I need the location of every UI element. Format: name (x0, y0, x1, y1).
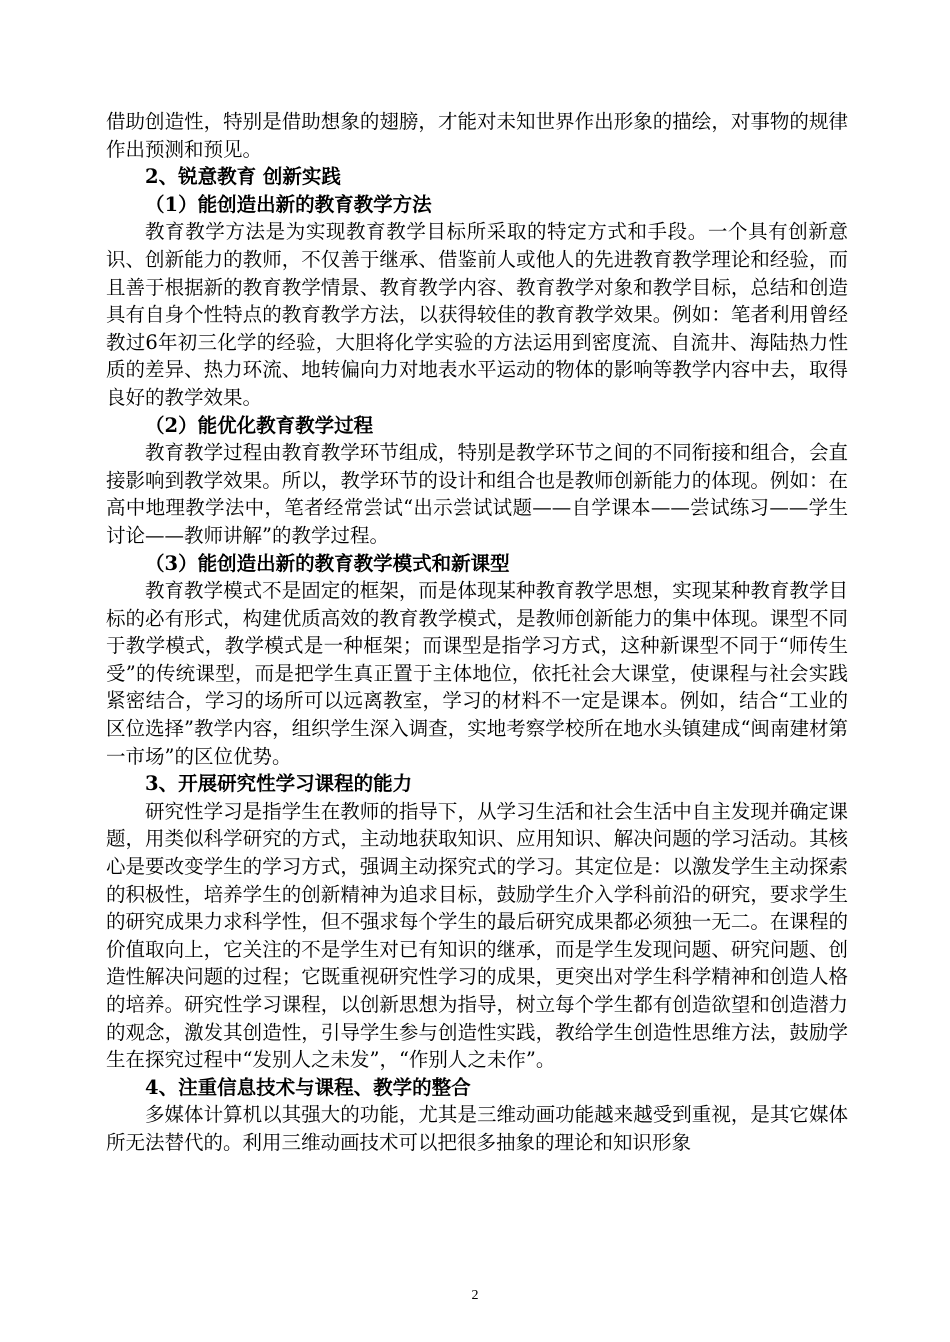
paragraph-continuation: 借助创造性，特别是借助想象的翅膀，才能对未知世界作出形象的描绘，对事物的规律作出预测和预见。 (106, 110, 848, 161)
paragraph-teaching-process: 教育教学过程由教育教学环节组成，特别是教学环节之间的不同衔接和组合，会直接影响到教学效果。所以，教学环节的设计和组合也是教师创新能力的体现。例如：在高中地理教学法中，笔者经常尝试“出示尝试试题——自学课本——尝试练习——学生讨论——教师讲解”的教学过程。 (106, 441, 848, 547)
subheading-2-2: （2）能优化教育教学过程 (145, 413, 374, 437)
subheading-2-1: （1）能创造出新的教育教学方法 (145, 192, 432, 216)
paragraph-teaching-models: 教育教学模式不是固定的框架，而是体现某种教育教学思想，实现某种教育教学目标的必有形式，构建优质高效的教育教学模式，是教师创新能力的集中体现。课型不同于教学模式，教学模式是一种框架；而课型是指学习方式，这种新课型不同于“师传生受”的传统课型，而是把学生真正置于主体地位，依托社会大课堂，使课程与社会实践紧密结合，学习的场所可以远离教室，学习的材料不一定是课本。例如，结合“工业的区位选择”教学内容，组织学生深入调查，实地考察学校所在地水头镇建成“闽南建材第一市场”的区位优势。 (106, 579, 848, 768)
document-body (106, 108, 848, 1157)
section-heading-3: 3、开展研究性学习课程的能力 (145, 772, 413, 796)
paragraph-research-learning: 研究性学习是指学生在教师的指导下，从学习生活和社会生活中自主发现并确定课题，用类似科学研究的方式，主动地获取知识、应用知识、解决问题的学习活动。其核心是要改变学生的学习方式，强调主动探究式的学习。其定位是：以激发学生主动探索的积极性，培养学生的创新精神为追求目标，鼓励学生介入学科前沿的研究，要求学生的研究成果力求科学性，但不强求每个学生的最后研究成果都必须独一无二。在课程的价值取向上，它关注的不是学生对已有知识的继承，而是学生发现问题、研究问题、创造性解决问题的过程；它既重视研究性学习的成果，更突出对学生科学精神和创造人格的培养。研究性学习课程，以创新思想为指导，树立每个学生都有创造欲望和创造潜力的观念，激发其创造性，引导学生参与创造性实践，教给学生创造性思维方法，鼓励学生在探究过程中“发别人之未发”，“作别人之未作”。 (106, 799, 848, 1072)
page-number: 2 (471, 1288, 479, 1303)
paragraph-teaching-methods: 教育教学方法是为实现教育教学目标所采取的特定方式和手段。一个具有创新意识、创新能力的教师，不仅善于继承、借鉴前人或他人的先进教育教学理论和经验，而且善于根据新的教育教学情景、教育教学内容、教育教学对象和教学目标，总结和创造具有自身个性特点的教育教学方法，以获得较佳的教育教学效果。例如：笔者利用曾经教过6年初三化学的经验，大胆将化学实验的方法运用到密度流、自流井、海陆热力性质的差异、热力环流、地转偏向力对地表水平运动的物体的影响等教学内容中去，取得良好的教学效果。 (106, 220, 848, 409)
subheading-2-3: （3）能创造出新的教育教学模式和新课型 (145, 551, 510, 575)
section-heading-4: 4、注重信息技术与课程、教学的整合 (145, 1075, 471, 1099)
paragraph-multimedia: 多媒体计算机以其强大的功能，尤其是三维动画功能越来越受到重视，是其它媒体所无法替代的。利用三维动画技术可以把很多抽象的理论和知识形象 (106, 1103, 848, 1154)
section-heading-2: 2、锐意教育 创新实践 (145, 165, 341, 189)
